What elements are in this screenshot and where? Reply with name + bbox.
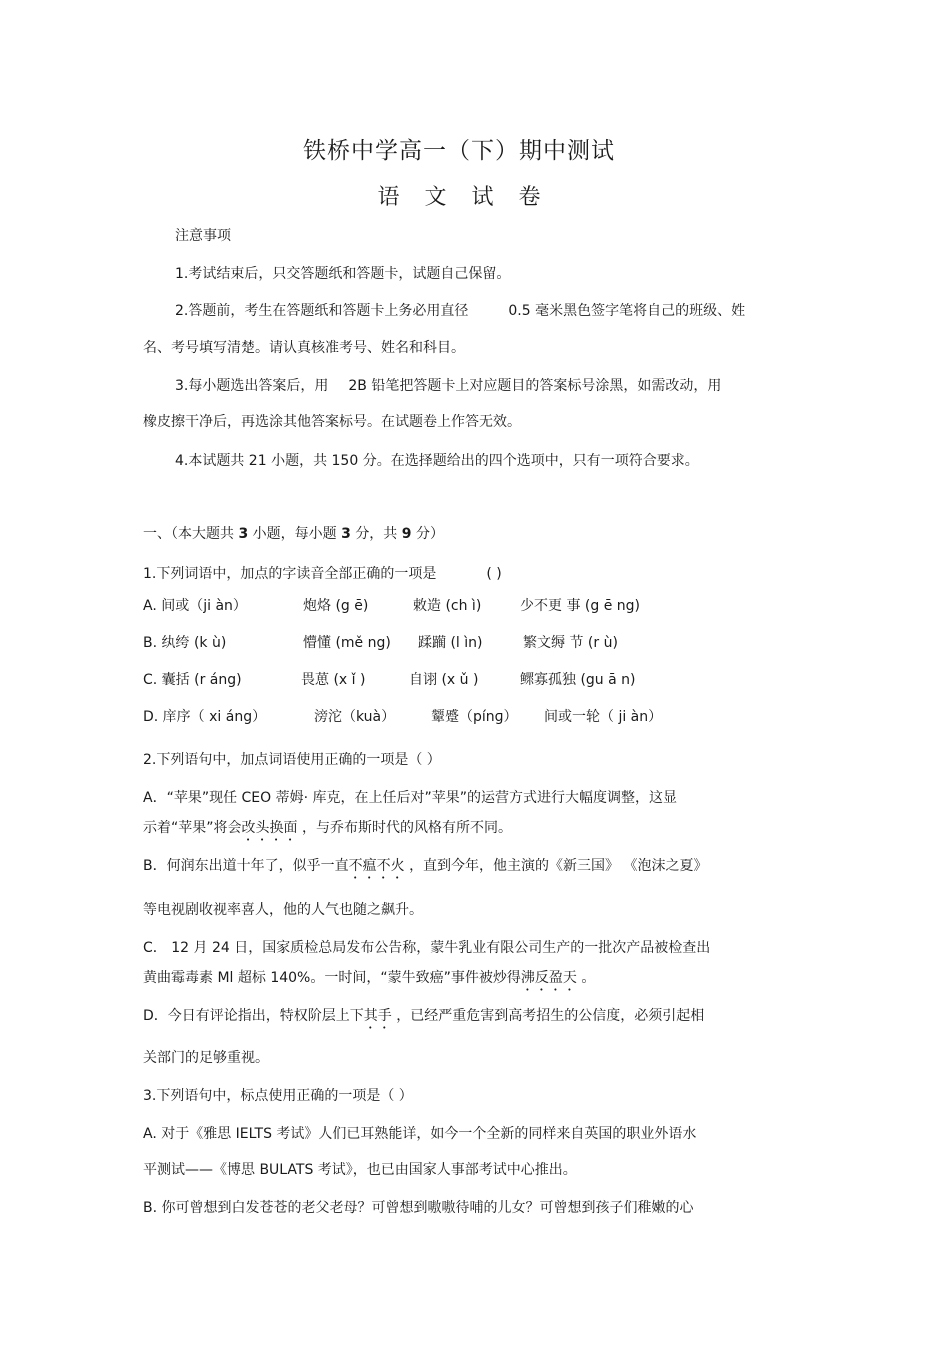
section-1-count: 3 [238, 526, 249, 542]
school-title: 铁桥中学高一（下）期中测试 [303, 138, 615, 164]
note-3-part-b: 2B 铅笔把答题卡上对应题目的答案标号涂黑，如需改动，用 [348, 378, 722, 394]
q2-D-text-b: ，已经严重危害到高考招生的公信度，必须引起相 [396, 1008, 705, 1024]
note-3-line-2: 橡皮擦干净后，再选涂其他答案标号。在试题卷上作答无效。 [143, 414, 521, 430]
q1-B-1: B. 纨绔 (k ù) [143, 635, 227, 651]
q1-A-1: A. 间或（ji àn） [143, 598, 247, 614]
section-1-mid1: 小题，每小题 [252, 526, 337, 542]
q2-C-dotted-term: 沸反盈天 [520, 970, 577, 986]
q2-A-line-2 [143, 818, 512, 844]
q1-B-4: 繁文缛 节 (r ù) [523, 635, 618, 651]
q2-A-dotted-term: 改头换面 [241, 820, 298, 836]
subject-title: 语 文 试 卷 [377, 185, 541, 210]
q3-B-line-1: B. 你可曾想到白发苍苍的老父老母？可曾想到嗷嗷待哺的儿女？可曾想到孩子们稚嫩的心 [143, 1200, 694, 1216]
q1-B-2: 懵懂 (mě ng) [303, 635, 391, 651]
section-1-total: 9 [401, 526, 412, 542]
section-1-heading [143, 524, 444, 544]
note-4: 4.本试题共 21 小题，共 150 分。在选择题给出的四个选项中，只有一项符合要求。 [175, 453, 699, 469]
q1-stem [143, 564, 502, 584]
section-1-post: 分） [415, 526, 444, 542]
q1-stem-text: 1.下列词语中，加点的字读音全部正确的一项是 [143, 566, 437, 582]
q1-C-3: 自诩 (x ǔ ) [409, 672, 479, 688]
q2-C-line-2 [143, 968, 595, 994]
q2-D-line-2: 关部门的足够重视。 [143, 1050, 269, 1066]
q2-stem: 2.下列语句中，加点词语使用正确的一项是（ ） [143, 752, 441, 768]
q2-C-line-1: C． 12 月 24 日，国家质检总局发布公告称，蒙牛乳业有限公司生产的一批次产品被检查出 [143, 940, 711, 956]
q2-B-text-a: B．何润东出道十年了，似乎一直 [143, 858, 349, 874]
q2-D-line-1 [143, 1006, 704, 1032]
note-3-part-a: 3.每小题选出答案后，用 [175, 378, 329, 394]
note-2-line-1 [175, 301, 745, 321]
q1-C-4: 鳏寡孤独 (gu ā n) [520, 672, 636, 688]
q1-answer-paren: ( ) [486, 566, 502, 582]
q1-A-2: 炮烙 (g ē) [303, 598, 369, 614]
q2-A-text-a: 示着“苹果”将会 [143, 820, 242, 836]
note-2-line-2: 名、考号填写清楚。请认真核准考号、姓名和科目。 [143, 340, 465, 356]
notes-heading: 注意事项 [175, 228, 231, 244]
q1-A-3: 敕造 (ch ì) [413, 598, 482, 614]
q2-D-text-a: D．今日有评论指出，特权阶层上下 [143, 1008, 364, 1024]
q3-A-line-1: A. 对于《雅思 IELTS 考试》人们已耳熟能详，如今一个全新的同样来自英国的职业外语水 [143, 1126, 697, 1142]
note-3-line-1 [175, 376, 721, 396]
section-1-pre: 一、（本大题共 [143, 526, 234, 542]
q2-B-dotted-term: 不瘟不火 [348, 858, 405, 874]
q1-A-4: 少不更 事 (g ē ng) [520, 598, 640, 614]
note-2-part-b: 0.5 毫米黑色签字笔将自己的班级、姓 [508, 303, 746, 319]
q2-B-text-b: ，直到今年，他主演的《新三国》 《泡沫之夏》 [409, 858, 708, 874]
q2-A-line-1: A．“苹果”现任 CEO 蒂姆· 库克，在上任后对”苹果”的运营方式进行大幅度调整，这显 [143, 790, 678, 806]
q3-A-line-2: 平测试——《博思 BULATS 考试》，也已由国家人事部考试中心推出。 [143, 1162, 577, 1178]
q2-D-dotted-term: 其手 [363, 1008, 392, 1024]
q1-D-1: D. 庠序（ xi áng） [143, 709, 267, 725]
q2-B-line-2: 等电视剧收视率喜人，他的人气也随之飙升。 [143, 902, 423, 918]
q1-D-2: 滂沱（kuà） [314, 709, 396, 725]
q1-C-2: 畏葸 (x ǐ ) [301, 672, 366, 688]
q2-A-text-b: ，与乔布斯时代的风格有所不同。 [301, 820, 512, 836]
q1-C-1: C. 囊括 (r áng) [143, 672, 242, 688]
q2-B-line-1 [143, 856, 708, 882]
section-1-mid2: 分，共 [355, 526, 398, 542]
q1-D-3: 颦蹙（pínɡ） [431, 709, 518, 725]
note-1: 1.考试结束后，只交答题纸和答题卡，试题自己保留。 [175, 266, 511, 282]
q3-stem: 3.下列语句中，标点使用正确的一项是（ ） [143, 1088, 413, 1104]
section-1-per: 3 [341, 526, 351, 542]
q2-C-text-a: 黄曲霉毒素 Ml 超标 140%。一时间，“蒙牛致癌”事件被炒得 [143, 970, 521, 986]
q1-B-3: 蹂躏 (l ìn) [418, 635, 483, 651]
note-2-part-a: 2.答题前，考生在答题纸和答题卡上务必用直径 [175, 303, 469, 319]
q1-D-4: 间或一轮（ ji àn） [544, 709, 663, 725]
q2-C-text-b: 。 [581, 970, 596, 986]
